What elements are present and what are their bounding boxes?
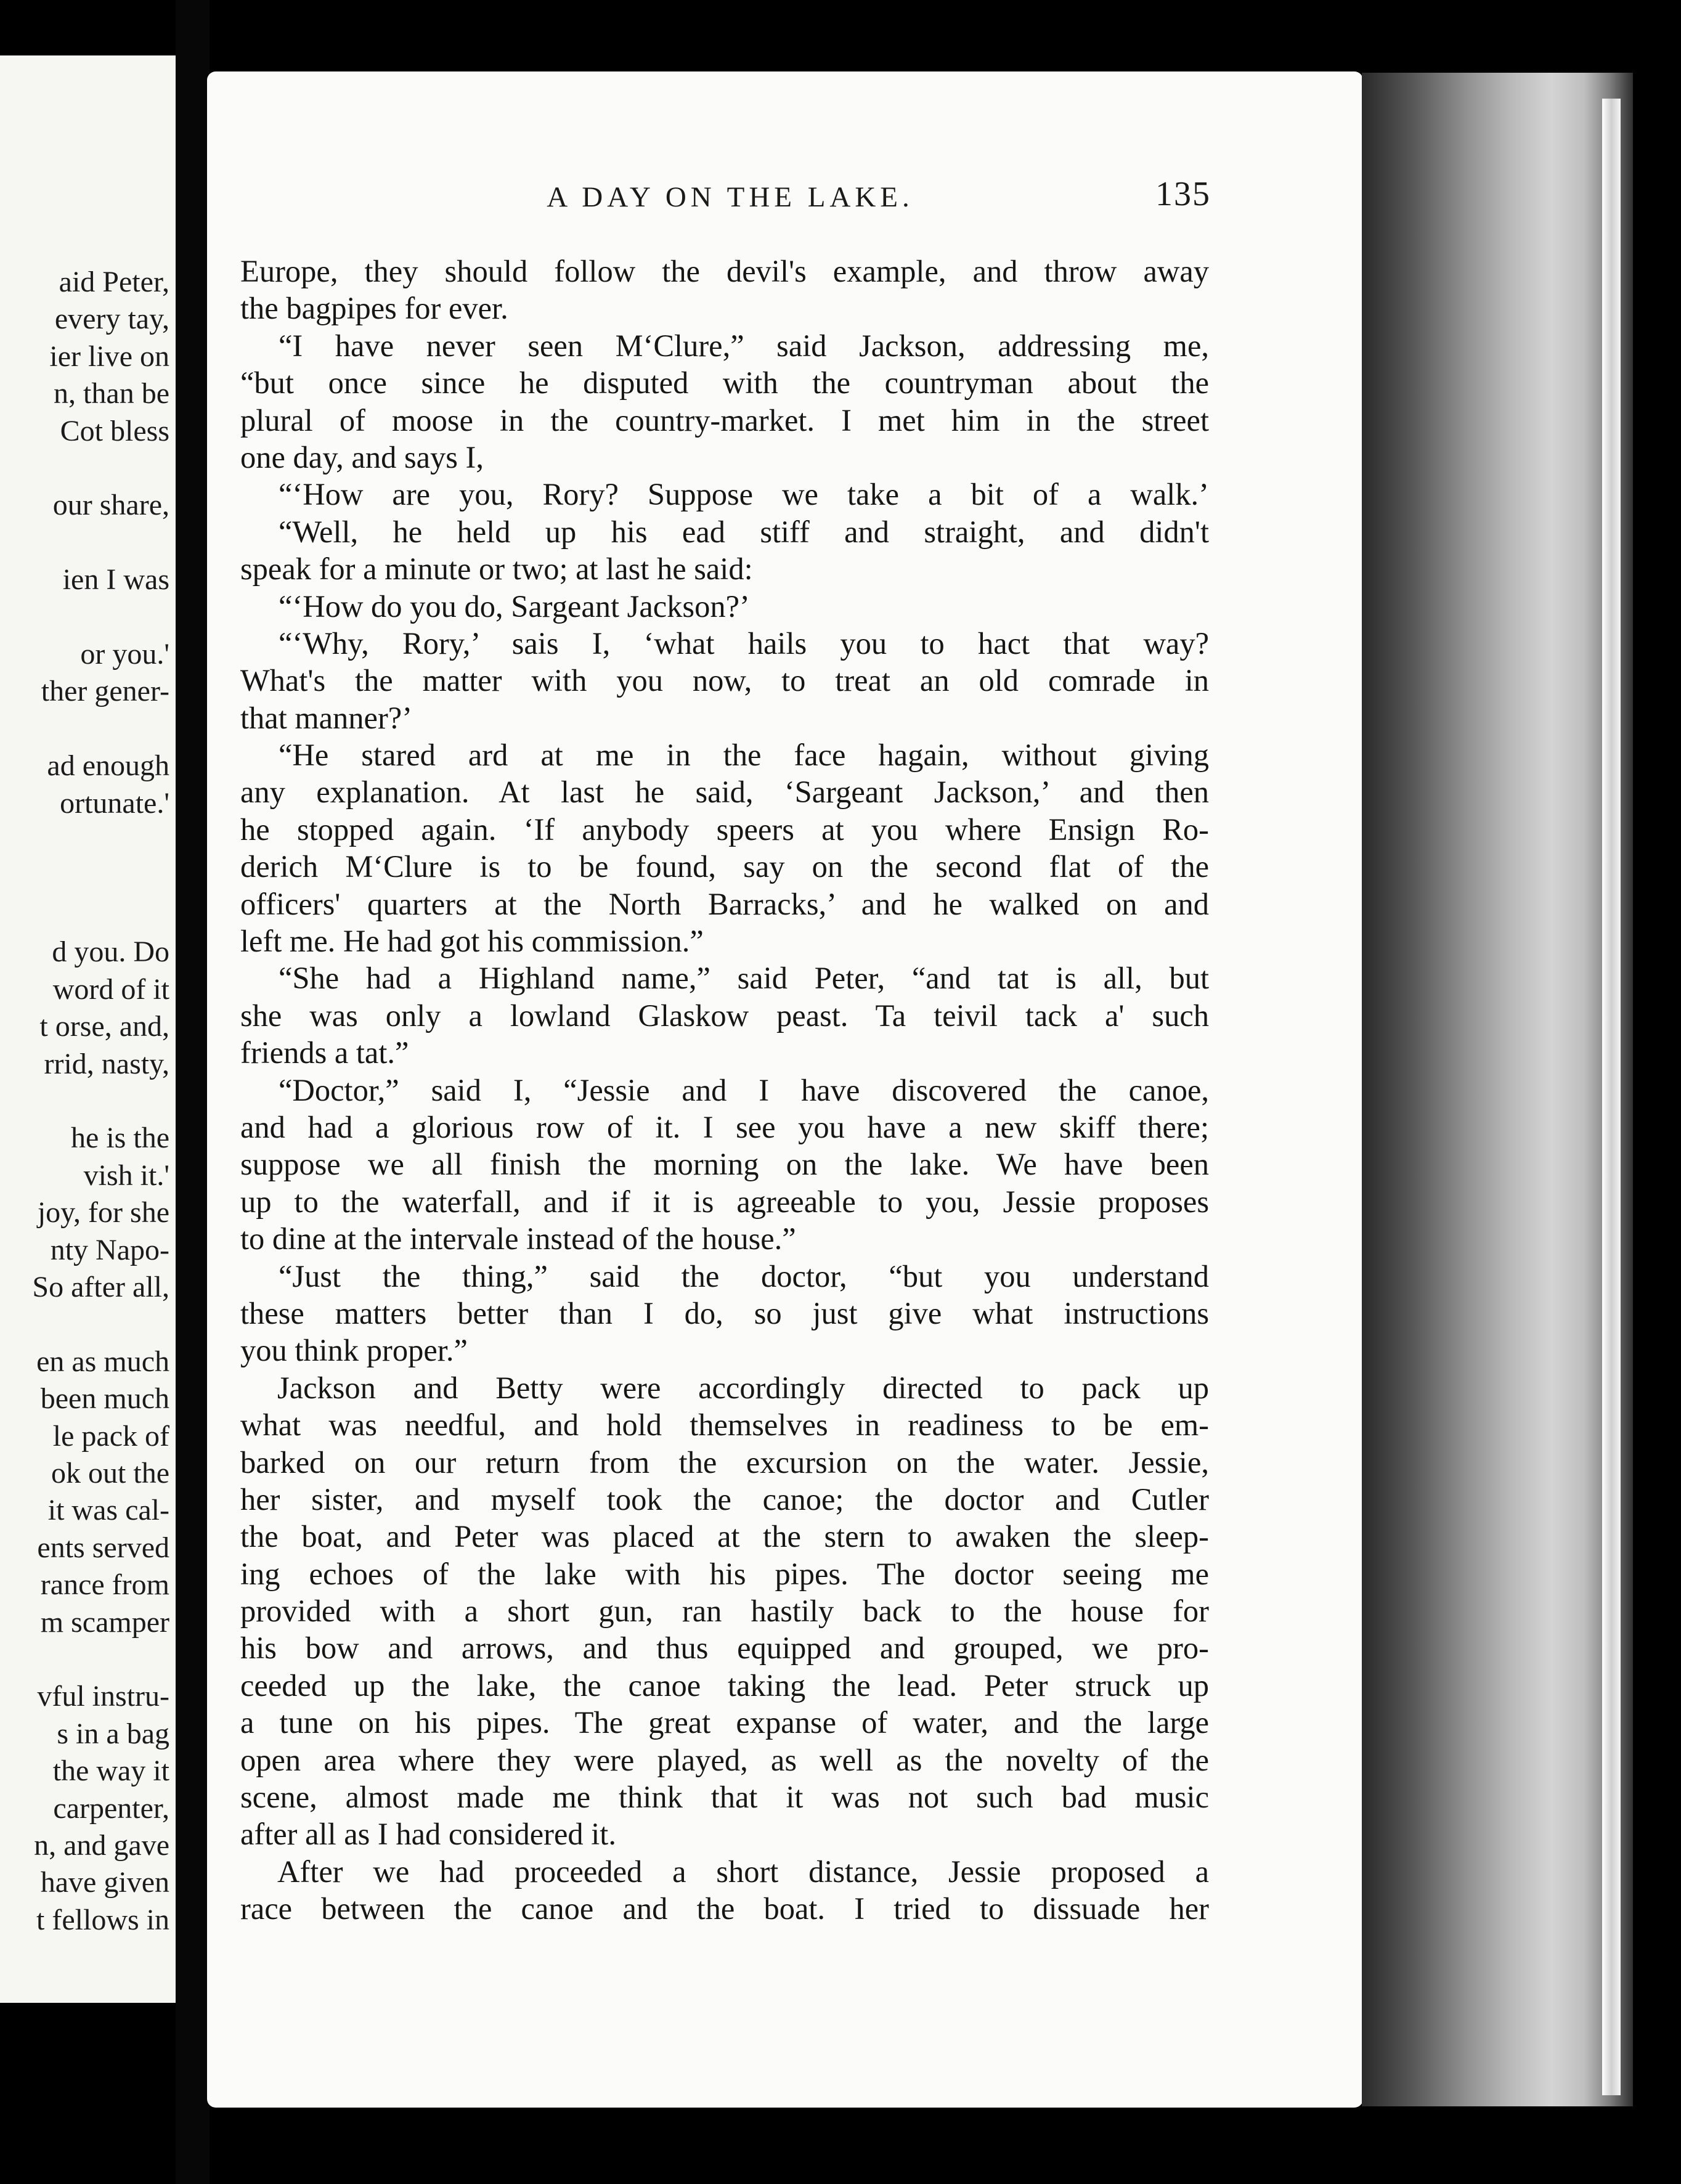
text-line: “‘How are you, Rory? Suppose we take a bit of a walk.’ <box>279 477 1209 512</box>
text-line: after all as I had considered it. <box>240 1817 616 1852</box>
facing-page-line: carpenter, <box>53 1791 169 1825</box>
facing-page-line <box>32 860 169 897</box>
text-line: to dine at the intervale instead of the house.” <box>240 1221 796 1257</box>
running-head <box>250 174 1211 218</box>
text-line: suppose we all finish the morning on the lake. We have been <box>240 1147 1209 1182</box>
text-line: What's the matter with you now, to treat an old comrade in <box>240 663 1209 698</box>
text-line: open area where they were played, as well as the novelty of the <box>240 1742 1209 1777</box>
text-line: “‘Why, Rory,’ sais I, ‘what hails you to hact that way? <box>279 625 1209 661</box>
facing-page <box>0 55 176 2003</box>
facing-page-line <box>32 450 169 487</box>
facing-page-line <box>32 1306 169 1343</box>
text-line: friends a tat.” <box>240 1035 409 1070</box>
facing-page-line: s in a bag <box>57 1717 169 1750</box>
text-line: the boat, and Peter was placed at the stern to awaken the sleep- <box>240 1519 1209 1554</box>
facing-page-line <box>32 1083 169 1120</box>
facing-page-line: vful instru- <box>37 1680 169 1713</box>
text-line: “Doctor,” said I, “Jessie and I have discovered the canoe, <box>279 1072 1209 1107</box>
text-line: derich M‘Clure is to be found, say on the second flat of the <box>240 849 1209 884</box>
chapter-title: A DAY ON THE LAKE. <box>547 181 914 213</box>
facing-page-line: ier live on <box>49 340 169 373</box>
text-line: any explanation. At last he said, ‘Sargeant Jackson,’ and then <box>240 775 1209 810</box>
facing-page-line: t fellows in <box>36 1903 169 1936</box>
facing-page-line: ortunate.' <box>60 786 169 820</box>
facing-page-line <box>32 711 169 748</box>
facing-page-line: it was cal- <box>47 1494 169 1527</box>
facing-page-line: en as much <box>36 1345 169 1378</box>
facing-page-line: So after all, <box>32 1270 169 1303</box>
facing-page-line: vish it.' <box>83 1159 169 1192</box>
facing-page-line: have given <box>40 1866 169 1899</box>
facing-page-line: aid Peter, <box>59 266 169 298</box>
facing-page-line: m scamper <box>40 1605 169 1639</box>
facing-page-line <box>32 599 169 636</box>
facing-page-line: been much <box>40 1382 169 1416</box>
facing-page-line: d you. Do <box>52 935 169 969</box>
facing-page-line: rrid, nasty, <box>44 1047 169 1080</box>
facing-page-line: word of it <box>52 972 169 1006</box>
page-number: 135 <box>1155 175 1211 213</box>
text-line: that manner?’ <box>240 700 413 735</box>
text-line: officers' quarters at the North Barracks,’ and he walked on and <box>240 886 1209 921</box>
facing-page-line: n, than be <box>54 377 169 410</box>
text-line: and had a glorious row of it. I see you have a new skiff there; <box>240 1109 1209 1144</box>
facing-page-line <box>32 524 169 561</box>
facing-page-line: t orse, and, <box>39 1010 169 1043</box>
text-line: plural of moose in the country-market. I met him in the street <box>240 402 1209 438</box>
facing-page-line: ien I was <box>62 563 169 597</box>
text-line: a tune on his pipes. The great expanse of water, and the large <box>240 1705 1209 1740</box>
facing-page-line: the way it <box>52 1754 169 1788</box>
facing-page-line: our share, <box>52 489 169 522</box>
facing-page-line: he is the <box>63 1122 169 1155</box>
facing-page-line: ad enough <box>47 749 169 783</box>
facing-page-line: ents served <box>37 1531 169 1564</box>
text-line: “I have never seen M‘Clure,” said Jackson, addressing me, <box>279 328 1209 363</box>
facing-page-line: rance from <box>40 1568 169 1602</box>
facing-page-text <box>32 264 169 1939</box>
facing-page-line: joy, for she <box>37 1196 169 1229</box>
text-line: “He stared ard at me in the face hagain, without giving <box>279 738 1209 773</box>
text-line: you think proper.” <box>240 1333 468 1368</box>
text-line: “Just the thing,” said the doctor, “but you understand <box>279 1258 1209 1294</box>
text-line: “‘How do you do, Sargeant Jackson?’ <box>279 589 750 624</box>
text-line: ing echoes of the lake with his pipes. The doctor seeing me <box>240 1556 1209 1591</box>
text-line: these matters better than I do, so just give what instructions <box>240 1295 1209 1330</box>
facing-page-line <box>32 897 169 934</box>
text-line: one day, and says I, <box>240 439 484 475</box>
text-line: he stopped again. ‘If anybody speers at you where Ensign Ro- <box>240 812 1209 847</box>
text-line: race between the canoe and the boat. I tried to dissuade her <box>240 1891 1209 1926</box>
facing-page-line: ok out the <box>51 1457 169 1489</box>
text-line: Jackson and Betty were accordingly directed to pack up <box>277 1370 1209 1405</box>
facing-page-line: ther gener- <box>41 675 169 708</box>
facing-page-line <box>32 822 169 859</box>
text-line: up to the waterfall, and if it is agreeable to you, Jessie proposes <box>240 1184 1209 1219</box>
text-line: “but once since he disputed with the countryman about the <box>240 365 1209 401</box>
text-line: speak for a minute or two; at last he said: <box>240 552 753 587</box>
text-line: she was only a lowland Glaskow peast. Ta teivil tack a' such <box>240 998 1209 1033</box>
text-line: ceeded up the lake, the canoe taking the lead. Peter struck up <box>240 1668 1209 1703</box>
body-text <box>240 253 1209 1928</box>
book-gutter <box>176 0 210 2184</box>
text-line: the bagpipes for ever. <box>240 291 508 326</box>
facing-page-line: le pack of <box>52 1419 169 1453</box>
text-line: “She had a Highland name,” said Peter, “and tat is all, but <box>279 961 1209 996</box>
facing-page-line <box>32 1641 169 1678</box>
text-line: his bow and arrows, and thus equipped and grouped, we pro- <box>240 1631 1209 1666</box>
page-edge <box>1362 73 1633 2106</box>
text-line: left me. He had got his commission.” <box>240 924 704 959</box>
text-line: her sister, and myself took the canoe; the doctor and Cutler <box>240 1481 1209 1517</box>
facing-page-line: every tay, <box>54 303 169 336</box>
text-line: scene, almost made me think that it was not such bad music <box>240 1780 1209 1815</box>
page-edge-highlight <box>1602 99 1621 2095</box>
text-line: Europe, they should follow the devil's example, and throw away <box>240 254 1209 288</box>
text-line: what was needful, and hold themselves in readiness to be em- <box>240 1408 1209 1443</box>
text-line: After we had proceeded a short distance, Jessie proposed a <box>277 1854 1209 1889</box>
facing-page-line: n, and gave <box>34 1829 169 1862</box>
text-line: “Well, he held up his ead stiff and straight, and didn't <box>279 514 1209 549</box>
facing-page-line: or you.' <box>80 638 169 671</box>
facing-page-line: nty Napo- <box>50 1233 169 1266</box>
facing-page-line: Cot bless <box>52 414 169 447</box>
text-line: provided with a short gun, ran hastily back to the house for <box>240 1594 1209 1629</box>
text-line: barked on our return from the excursion on the water. Jessie, <box>240 1444 1209 1480</box>
